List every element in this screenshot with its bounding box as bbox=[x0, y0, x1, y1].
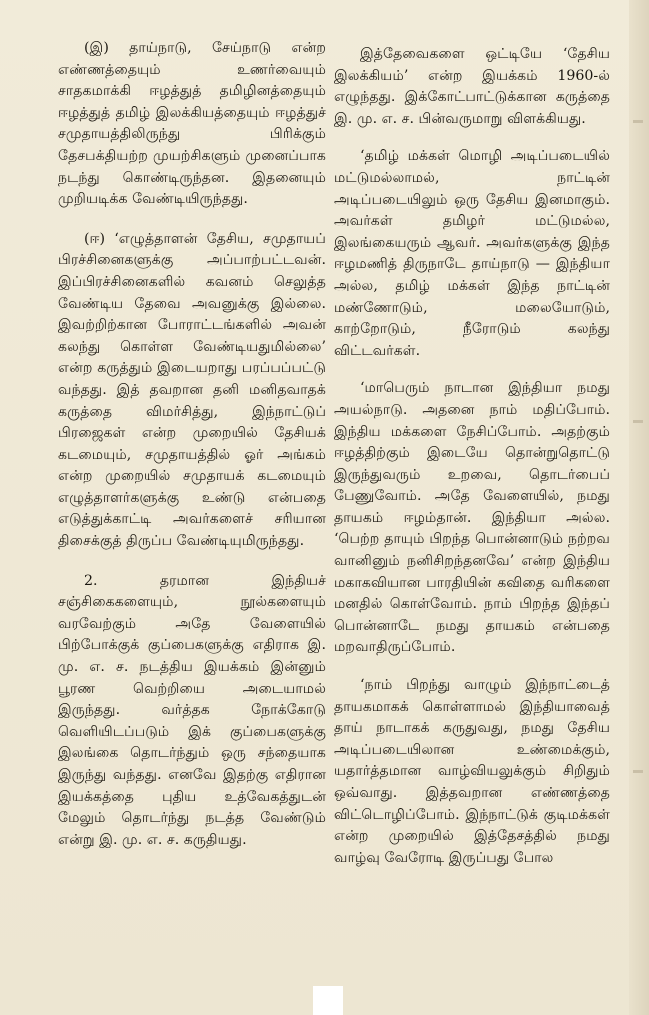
edge-mark bbox=[633, 420, 643, 423]
edge-mark bbox=[633, 120, 643, 123]
left-text-column bbox=[58, 38, 326, 851]
paragraph-homeland: ‘நாம் பிறந்து வாழும் இந்நாட்டைத் தாயகமாகக் கொள்ளாமல் இந்தியாவைத் தாய் நாடாகக் கருதுவது, நமது தேசிய அடிப்படையிலான உண்மைக்கும், யதார்த்தமான வாழ்வியலுக்கும் சிறிதும் ஒவ்வாது. இத்தவறான எண்ணத்தை விட்டொழிப்போம். இந்நாட்டுக் குடிமக்கள் என்ற முறையில் இத்தேசத்தில் நமது வாழ்வு வேரோடி இருப்பது போல bbox=[334, 677, 610, 866]
edge-mark bbox=[633, 770, 643, 773]
page-number-tab bbox=[313, 986, 343, 1015]
paragraph-india-neighbour: ‘மாபெரும் நாடான இந்தியா நமது அயல்நாடு. அதனை நாம் மதிப்போம். இந்திய மக்களை நேசிப்போம். அதற்கும் ஈழத்திற்கும் இடையே தொன்றுதொட்டு இருந்துவரும் உறவை, தொடர்பைப் பேணுவோம். அதே வேளையில், நமது தாயகம் ஈழம்தான். இந்தியா அல்ல. ‘பெற்ற தாயும் பிறந்த பொன்னாடும் நற்றவ வானினும் நனிசிறந்தனவே’ என்ற இந்திய மகாகவியான பாரதியின் கவிதை வரிகளை மனதில் கொள்வோம். நாம் பிறந்த இந்தப் பொன்னாடே நமது தாயகம் என்பதை மறவாதிருப்போம். bbox=[334, 380, 610, 656]
paragraph-national-literature: இத்தேவைகளை ஒட்டியே ‘தேசிய இலக்கியம்’ என்ற இயக்கம் 1960-ல் எழுந்தது. இக்கோட்பாட்டுக்கான கருத்தை இ. மு. எ. ச. பின்வருமாறு விளக்கியது. bbox=[334, 46, 610, 127]
paragraph-point-2: 2. தரமான இந்தியச் சஞ்சிகைகளையும், நூல்களையும் வரவேற்கும் அதே வேளையில் பிற்போக்குக் குப்பைகளுக்கு எதிராக இ. மு. எ. ச. நடத்திய இயக்கம் இன்னும் பூரண வெற்றியை அடையாமல் இருந்தது. வர்த்தக நோக்கோடு வெளியிடப்படும் இக் குப்பைகளுக்கு இலங்கை தொடர்ந்தும் ஒரு சந்தையாக இருந்து வந்தது. எனவே இதற்கு எதிரான இயக்கத்தை புதிய உத்வேகத்துடன் மேலும் தொடர்ந்து நடத்த வேண்டும் என்று இ. மு. எ. ச. கருதியது. bbox=[58, 572, 326, 848]
paragraph-i: (இ) தாய்நாடு, சேய்நாடு என்ற எண்ணத்தையும் உணர்வையும் சாதகமாக்கி ஈழத்துத் தமிழினத்தையும் ஈழத்துத் தமிழ் இலக்கியத்தையும் ஈழத்துச் சமுதாயத்திலிருந்து பிரிக்கும் தேசபக்தியற்ற முயற்சிகளும் முனைப்பாக நடந்து கொண்டிருந்தன. இதனையும் முறியடிக்க வேண்டியிருந்தது. bbox=[58, 40, 326, 208]
paragraph-tamil-people: ‘தமிழ் மக்கள் மொழி அடிப்படையில் மட்டுமல்லாமல், நாட்டின் அடிப்படையிலும் ஒரு தேசிய இனமாகும். அவர்கள் தமிழர் மட்டுமல்ல, இலங்கையரும் ஆவர். அவர்களுக்கு இந்த ஈழமணித் திருநாடே தாய்நாடு — இந்தியா அல்ல, தமிழ் மக்கள் இந்த நாட்டின் மண்ணோடும், மலையோடும், காற்றோடும், நீரோடும் கலந்து விட்டவர்கள். bbox=[334, 148, 610, 359]
page-edge bbox=[629, 0, 649, 1015]
paragraph-ii: (ஈ) ‘எழுத்தாளன் தேசிய, சமுதாயப் பிரச்சினைகளுக்கு அப்பாற்பட்டவன். இப்பிரச்சினைகளில் கவனம் செலுத்த வேண்டிய தேவை அவனுக்கு இல்லை. இவற்றிற்கான போராட்டங்களில் அவன் கலந்து கொள்ள வேண்டியதுமில்லை’ என்ற கருத்தும் இடையறாது பரப்பப்பட்டு வந்தது. இத் தவறான தனி மனிதவாதக் கருத்தை விமர்சித்து, இந்நாட்டுப் பிரஜைகள் என்ற முறையில் தேசியக் கடமையும், சமுதாயத்தில் ஓர் அங்கம் என்ற முறையில் சமுதாயக் கடமையும் எழுத்தாளர்களுக்கு உண்டு என்பதை எடுத்துக்காட்டி அவர்களைச் சரியான திசைக்குத் திருப்ப வேண்டியுமிருந்தது. bbox=[58, 230, 326, 550]
right-text-column bbox=[334, 44, 610, 869]
